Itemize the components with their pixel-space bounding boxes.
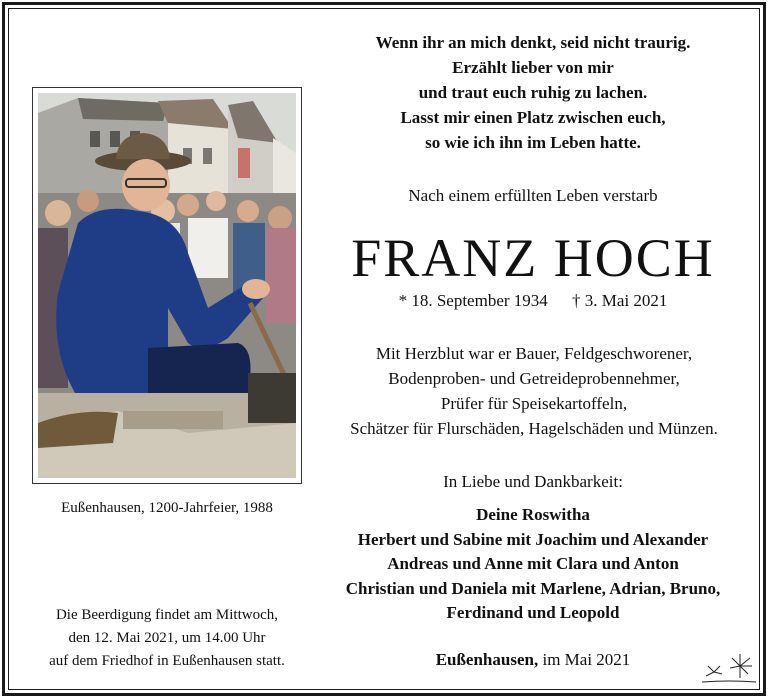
- funeral-info: [22, 604, 312, 673]
- birth-date: * 18. September 1934: [398, 291, 548, 310]
- intro-text: Nach einem erfüllten Leben verstarb: [408, 186, 658, 205]
- description-line: Mit Herzblut war er Bauer, Feldgeschworener,: [375, 344, 693, 363]
- family-line: Andreas und Anne mit Clara und Anton: [387, 554, 679, 573]
- poem-line: so wie ich ihn im Leben hatte.: [425, 133, 641, 152]
- family-line: Ferdinand und Leopold: [446, 603, 620, 622]
- place-town: Eußenhausen,: [435, 650, 539, 669]
- thanks-heading: In Liebe und Dankbarkeit:: [443, 472, 623, 491]
- poem: [320, 30, 746, 155]
- poem-line: und traut euch ruhig zu lachen.: [418, 83, 648, 102]
- life-description: [318, 341, 750, 441]
- poem-line: Lasst mir einen Platz zwischen euch,: [400, 108, 666, 127]
- life-dates: [320, 289, 746, 313]
- poem-line: Erzählt lieber von mir: [452, 58, 614, 77]
- portrait-photo: [38, 93, 296, 478]
- photo-caption: Eußenhausen, 1200-Jahrfeier, 1988: [61, 500, 273, 516]
- poem-line: Wenn ihr an mich denkt, seid nicht traurig.: [375, 33, 691, 52]
- description-line: Schätzer für Flurschäden, Hagelschäden und Münzen.: [350, 419, 718, 438]
- funeral-line: Die Beerdigung findet am Mittwoch,: [55, 607, 279, 623]
- family-line: Herbert und Sabine mit Joachim und Alexander: [357, 529, 709, 549]
- family-list: [320, 503, 746, 626]
- description-line: Bodenproben- und Getreideprobennehmer,: [388, 369, 680, 388]
- family-line: Christian und Daniela mit Marlene, Adrian, Bruno,: [345, 578, 721, 598]
- funeral-line: auf dem Friedhof in Eußenhausen statt.: [49, 653, 285, 669]
- photo-frame: [32, 87, 302, 484]
- family-line: Deine Roswitha: [476, 505, 590, 524]
- deceased-name: FRANZ HOCH: [351, 228, 715, 288]
- funeral-line: den 12. Mai 2021, um 14.00 Uhr: [68, 630, 266, 646]
- place-date: [320, 648, 746, 672]
- photo-illustration: [38, 93, 296, 478]
- death-date: † 3. Mai 2021: [572, 291, 668, 310]
- place-date-text: im Mai 2021: [542, 650, 631, 669]
- dandelion-ornament-icon: [700, 644, 758, 684]
- description-line: Prüfer für Speisekartoffeln,: [440, 394, 628, 413]
